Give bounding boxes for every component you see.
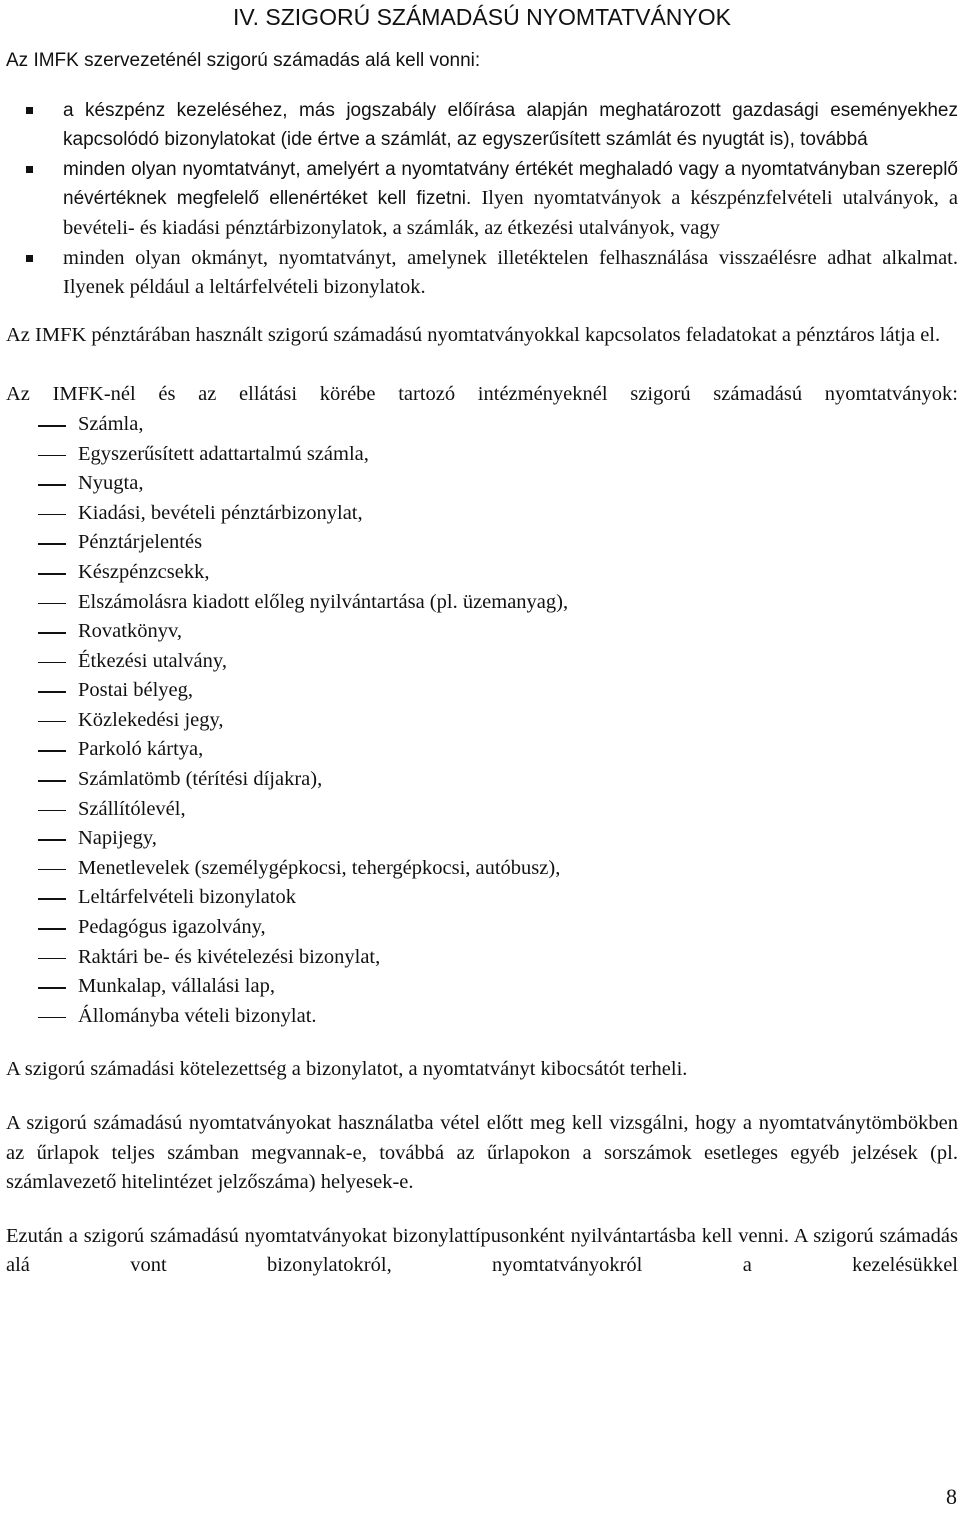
list-item: Számlatömb (térítési díjakra),	[6, 765, 958, 795]
list-item: Állományba vételi bizonylat.	[6, 1002, 958, 1032]
list-item: Készpénzcsekk,	[6, 558, 958, 588]
list-item: Napijegy,	[6, 824, 958, 854]
document-page	[6, 0, 958, 1281]
bullet-item-continuation: Ilyen nyomtatványok a készpénzfelvételi utalványok, a bevételi- és kiadási pénztárbizonylatok, a számlák, az étkezési utalványok, vagy	[63, 187, 958, 239]
list-item: Elszámolásra kiadott előleg nyilvántartása (pl. üzemanyag),	[6, 588, 958, 618]
list-item: Közlekedési jegy,	[6, 706, 958, 736]
paragraph-list-intro: Az IMFK-nél és az ellátási körébe tartozó intézményeknél szigorú számadású nyomtatványok:	[6, 383, 958, 406]
paragraph-inspection: A szigorú számadású nyomtatványokat használatba vétel előtt meg kell vizsgálni, hogy a nyomtatványtömbökben az űrlapok teljes számban megvannak-e, továbbá az űrlapokon a sorszámok esetleges egyéb jelzések (pl. számlavezető hitelintézet jelzőszáma) helyesek-e.	[6, 1112, 958, 1194]
list-item: Parkoló kártya,	[6, 735, 958, 765]
bullet-item	[6, 155, 958, 244]
list-item: Kiadási, bevételi pénztárbizonylat,	[6, 499, 958, 529]
paragraph-cashier: Az IMFK pénztárában használt szigorú számadású nyomtatványokkal kapcsolatos feladatokat a pénztáros látja el.	[6, 323, 941, 346]
list-item: Nyugta,	[6, 469, 958, 499]
list-item: Postai bélyeg,	[6, 676, 958, 706]
paragraph-obligation: A szigorú számadási kötelezettség a bizonylatot, a nyomtatványt kibocsátót terheli.	[6, 1058, 688, 1081]
bullet-list	[6, 96, 958, 303]
list-item: Számla,	[6, 410, 958, 440]
list-item: Raktári be- és kivételezési bizonylat,	[6, 943, 958, 973]
section-title: IV. SZIGORÚ SZÁMADÁSÚ NYOMTATVÁNYOK	[233, 4, 731, 30]
list-item: Egyszerűsített adattartalmú számla,	[6, 440, 958, 470]
bullet-item-text: minden olyan nyomtatványt, amelyért a nyomtatvány értékét meghaladó vagy a nyomtatványban szereplő névértéknek megfelelő ellenértéket kell fizetni.	[63, 158, 958, 210]
list-item: Pedagógus igazolvány,	[6, 913, 958, 943]
list-item: Rovatkönyv,	[6, 617, 958, 647]
list-item: Munkalap, vállalási lap,	[6, 972, 958, 1002]
list-item: Menetlevelek (személygépkocsi, tehergépkocsi, autóbusz),	[6, 854, 958, 884]
dash-list	[6, 410, 958, 1031]
intro-text: Az IMFK szervezeténél szigorú számadás alá kell vonni:	[6, 50, 481, 71]
list-item: Szállítólevél,	[6, 795, 958, 825]
bullet-item: minden olyan okmányt, nyomtatványt, amelynek illetéktelen felhasználása visszaélésre adhat alkalmat. Ilyenek például a leltárfelvételi bizonylatok.	[6, 244, 958, 303]
list-item: Étkezési utalvány,	[6, 647, 958, 677]
list-item: Pénztárjelentés	[6, 528, 958, 558]
bullet-item: a készpénz kezeléséhez, más jogszabály előírása alapján meghatározott gazdasági eseményekhez kapcsolódó bizonylatokat (ide értve a számlát, az egyszerűsített számlát és nyugtát is), továbbá	[6, 96, 958, 155]
paragraph-registration: Ezután a szigorú számadású nyomtatványokat bizonylattípusonként nyilvántartásba kell venni. A szigorú számadás alá vont bizonylatokról, nyomtatványokról a kezelésükkel	[6, 1224, 958, 1277]
page-number: 8	[946, 1484, 957, 1509]
list-item: Leltárfelvételi bizonylatok	[6, 883, 958, 913]
